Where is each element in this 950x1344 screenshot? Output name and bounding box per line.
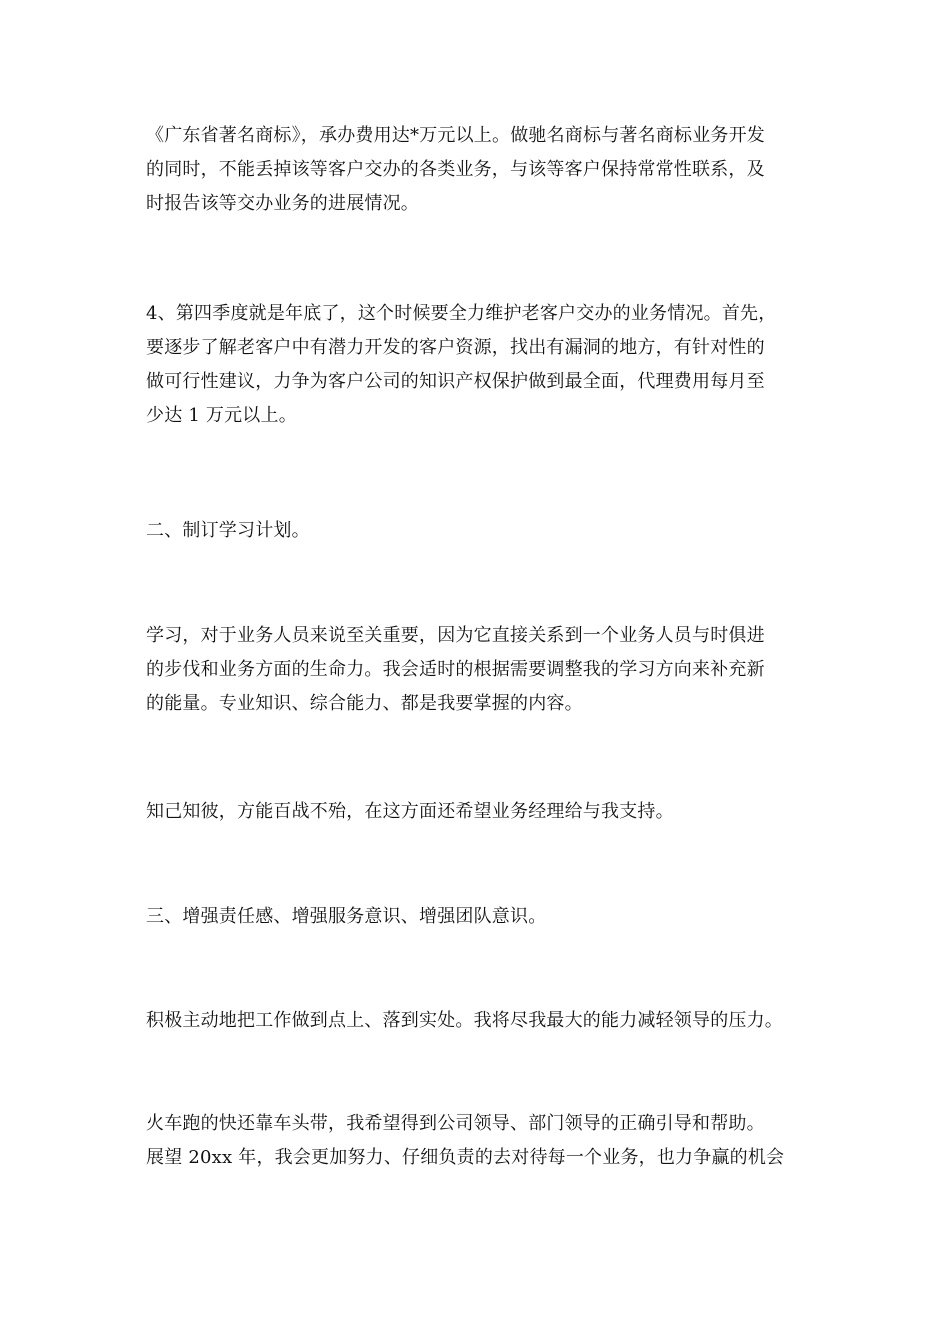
text-line: 知己知彼，方能百战不殆，在这方面还希望业务经理给与我支持。 (146, 801, 674, 822)
paragraph-know-yourself (146, 795, 826, 829)
text-line: 展望 20xx 年，我会更加努力、仔细负责的去对待每一个业务，也力争赢的机会 (146, 1147, 785, 1168)
section-heading: 三、增强责任感、增强服务意识、增强团队意识。 (146, 906, 547, 927)
text-line: 火车跑的快还靠车头带，我希望得到公司领导、部门领导的正确引导和帮助。 (146, 1113, 765, 1134)
paragraph-study (146, 619, 826, 721)
text-line: 做可行性建议，力争为客户公司的知识产权保护做到最全面，代理费用每月至 (146, 371, 765, 392)
text-line: 的同时，不能丢掉该等客户交办的各类业务，与该等客户保持常常性联系，及 (146, 159, 765, 180)
paragraph-outlook (146, 1107, 826, 1175)
text-line: 学习，对于业务人员来说至关重要，因为它直接关系到一个业务人员与时俱进 (146, 625, 765, 646)
heading-responsibility (146, 900, 826, 934)
text-line: 积极主动地把工作做到点上、落到实处。我将尽我最大的能力减轻领导的压力。 (146, 1010, 783, 1031)
text-line: 少达 1 万元以上。 (146, 405, 297, 426)
text-line: 的步伐和业务方面的生命力。我会适时的根据需要调整我的学习方向来补充新 (146, 659, 765, 680)
text-line: 4、第四季度就是年底了，这个时候要全力维护老客户交办的业务情况。首先， (146, 303, 777, 324)
paragraph-trademark (146, 119, 826, 221)
section-heading: 二、制订学习计划。 (146, 520, 310, 541)
paragraph-q4-plan (146, 297, 826, 433)
text-line: 要逐步了解老客户中有潜力开发的客户资源，找出有漏洞的地方，有针对性的 (146, 337, 765, 358)
heading-study-plan (146, 514, 826, 548)
text-line: 《广东省著名商标》，承办费用达*万元以上。做驰名商标与著名商标业务开发 (146, 125, 765, 146)
paragraph-initiative (146, 1004, 826, 1038)
text-line: 的能量。专业知识、综合能力、都是我要掌握的内容。 (146, 693, 583, 714)
text-line: 时报告该等交办业务的进展情况。 (146, 193, 419, 214)
